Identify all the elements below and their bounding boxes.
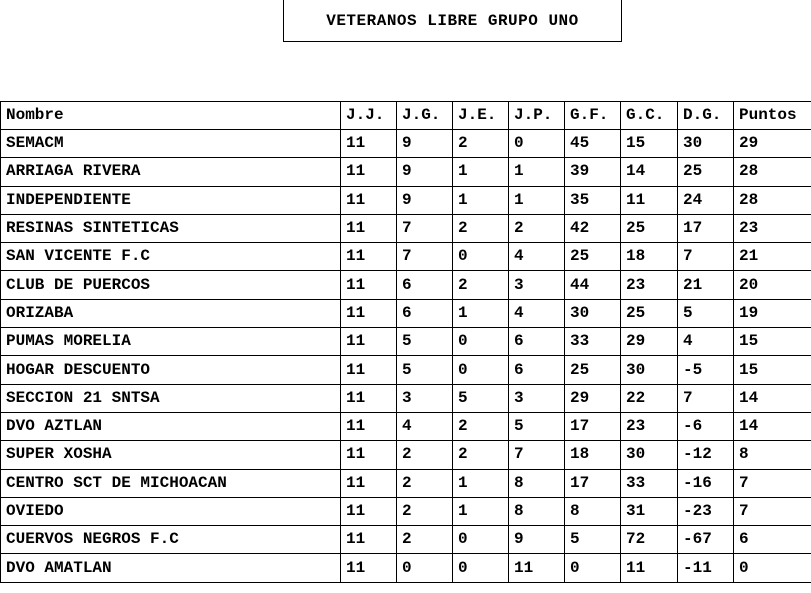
cell-nombre: CLUB DE PUERCOS bbox=[1, 271, 341, 299]
cell-gf: 44 bbox=[565, 271, 621, 299]
cell-nombre: INDEPENDIENTE bbox=[1, 186, 341, 214]
cell-jg: 0 bbox=[397, 554, 453, 582]
page-title bbox=[283, 0, 622, 42]
table-row bbox=[1, 130, 811, 158]
cell-dg: -11 bbox=[678, 554, 734, 582]
cell-jj: 11 bbox=[341, 469, 397, 497]
cell-nombre: OVIEDO bbox=[1, 497, 341, 525]
cell-gf: 39 bbox=[565, 158, 621, 186]
cell-jj: 11 bbox=[341, 554, 397, 582]
cell-jg: 9 bbox=[397, 130, 453, 158]
cell-gc: 11 bbox=[621, 186, 678, 214]
table-row bbox=[1, 412, 811, 440]
cell-puntos: 20 bbox=[734, 271, 811, 299]
cell-gf: 8 bbox=[565, 497, 621, 525]
cell-je: 1 bbox=[453, 186, 509, 214]
cell-dg: 24 bbox=[678, 186, 734, 214]
cell-jg: 2 bbox=[397, 469, 453, 497]
cell-nombre: SUPER XOSHA bbox=[1, 441, 341, 469]
cell-jg: 9 bbox=[397, 158, 453, 186]
cell-gf: 33 bbox=[565, 328, 621, 356]
cell-jp: 7 bbox=[509, 441, 565, 469]
cell-je: 2 bbox=[453, 412, 509, 440]
cell-dg: -16 bbox=[678, 469, 734, 497]
cell-jj: 11 bbox=[341, 214, 397, 242]
cell-gc: 30 bbox=[621, 356, 678, 384]
cell-je: 2 bbox=[453, 214, 509, 242]
cell-nombre: DVO AZTLAN bbox=[1, 412, 341, 440]
cell-jg: 6 bbox=[397, 299, 453, 327]
cell-jj: 11 bbox=[341, 384, 397, 412]
cell-je: 1 bbox=[453, 299, 509, 327]
cell-jp: 4 bbox=[509, 243, 565, 271]
cell-puntos: 23 bbox=[734, 214, 811, 242]
cell-jp: 9 bbox=[509, 526, 565, 554]
cell-jj: 11 bbox=[341, 299, 397, 327]
cell-je: 2 bbox=[453, 130, 509, 158]
standings-table-container bbox=[0, 101, 811, 583]
cell-dg: 21 bbox=[678, 271, 734, 299]
cell-nombre: ORIZABA bbox=[1, 299, 341, 327]
cell-nombre: HOGAR DESCUENTO bbox=[1, 356, 341, 384]
cell-jj: 11 bbox=[341, 526, 397, 554]
cell-puntos: 6 bbox=[734, 526, 811, 554]
cell-jp: 0 bbox=[509, 130, 565, 158]
column-header-nombre: Nombre bbox=[1, 102, 341, 130]
table-row bbox=[1, 299, 811, 327]
cell-je: 1 bbox=[453, 469, 509, 497]
cell-gf: 0 bbox=[565, 554, 621, 582]
table-row bbox=[1, 469, 811, 497]
cell-jg: 2 bbox=[397, 526, 453, 554]
cell-je: 2 bbox=[453, 271, 509, 299]
cell-dg: 25 bbox=[678, 158, 734, 186]
cell-puntos: 7 bbox=[734, 497, 811, 525]
cell-puntos: 7 bbox=[734, 469, 811, 497]
cell-jp: 6 bbox=[509, 328, 565, 356]
cell-gf: 42 bbox=[565, 214, 621, 242]
cell-jp: 4 bbox=[509, 299, 565, 327]
cell-jg: 2 bbox=[397, 497, 453, 525]
cell-puntos: 19 bbox=[734, 299, 811, 327]
cell-nombre: RESINAS SINTETICAS bbox=[1, 214, 341, 242]
column-header-jp: J.P. bbox=[509, 102, 565, 130]
cell-je: 0 bbox=[453, 526, 509, 554]
cell-jj: 11 bbox=[341, 328, 397, 356]
cell-jg: 7 bbox=[397, 214, 453, 242]
cell-jg: 2 bbox=[397, 441, 453, 469]
cell-puntos: 28 bbox=[734, 186, 811, 214]
cell-dg: -5 bbox=[678, 356, 734, 384]
cell-jp: 8 bbox=[509, 469, 565, 497]
cell-gc: 11 bbox=[621, 554, 678, 582]
cell-dg: -6 bbox=[678, 412, 734, 440]
cell-jp: 1 bbox=[509, 158, 565, 186]
cell-jp: 5 bbox=[509, 412, 565, 440]
cell-jg: 4 bbox=[397, 412, 453, 440]
cell-jj: 11 bbox=[341, 271, 397, 299]
cell-dg: -67 bbox=[678, 526, 734, 554]
cell-jj: 11 bbox=[341, 412, 397, 440]
cell-dg: 4 bbox=[678, 328, 734, 356]
cell-puntos: 14 bbox=[734, 412, 811, 440]
cell-dg: 7 bbox=[678, 384, 734, 412]
cell-jj: 11 bbox=[341, 186, 397, 214]
cell-puntos: 28 bbox=[734, 158, 811, 186]
cell-je: 0 bbox=[453, 356, 509, 384]
table-body bbox=[1, 130, 811, 583]
table-row bbox=[1, 158, 811, 186]
cell-jp: 11 bbox=[509, 554, 565, 582]
column-header-puntos: Puntos bbox=[734, 102, 811, 130]
cell-gf: 17 bbox=[565, 412, 621, 440]
column-header-gf: G.F. bbox=[565, 102, 621, 130]
cell-jg: 5 bbox=[397, 356, 453, 384]
standings-table bbox=[0, 101, 811, 583]
cell-dg: -23 bbox=[678, 497, 734, 525]
cell-gc: 15 bbox=[621, 130, 678, 158]
cell-gc: 25 bbox=[621, 299, 678, 327]
cell-je: 0 bbox=[453, 554, 509, 582]
table-row bbox=[1, 243, 811, 271]
cell-jj: 11 bbox=[341, 130, 397, 158]
cell-gf: 29 bbox=[565, 384, 621, 412]
cell-nombre: ARRIAGA RIVERA bbox=[1, 158, 341, 186]
table-header-row bbox=[1, 102, 811, 130]
cell-jj: 11 bbox=[341, 497, 397, 525]
cell-jp: 8 bbox=[509, 497, 565, 525]
cell-puntos: 15 bbox=[734, 328, 811, 356]
cell-je: 1 bbox=[453, 158, 509, 186]
cell-jp: 6 bbox=[509, 356, 565, 384]
cell-gc: 33 bbox=[621, 469, 678, 497]
table-row bbox=[1, 526, 811, 554]
cell-gc: 23 bbox=[621, 271, 678, 299]
cell-jp: 3 bbox=[509, 271, 565, 299]
cell-je: 0 bbox=[453, 243, 509, 271]
cell-puntos: 29 bbox=[734, 130, 811, 158]
cell-gc: 30 bbox=[621, 441, 678, 469]
column-header-jj: J.J. bbox=[341, 102, 397, 130]
cell-nombre: SECCION 21 SNTSA bbox=[1, 384, 341, 412]
cell-gc: 23 bbox=[621, 412, 678, 440]
cell-jp: 3 bbox=[509, 384, 565, 412]
cell-dg: 30 bbox=[678, 130, 734, 158]
cell-gf: 17 bbox=[565, 469, 621, 497]
cell-je: 1 bbox=[453, 497, 509, 525]
table-row bbox=[1, 384, 811, 412]
table-row bbox=[1, 328, 811, 356]
cell-jg: 9 bbox=[397, 186, 453, 214]
cell-gc: 22 bbox=[621, 384, 678, 412]
column-header-gc: G.C. bbox=[621, 102, 678, 130]
cell-nombre: DVO AMATLAN bbox=[1, 554, 341, 582]
table-row bbox=[1, 356, 811, 384]
cell-dg: -12 bbox=[678, 441, 734, 469]
cell-gf: 18 bbox=[565, 441, 621, 469]
cell-puntos: 21 bbox=[734, 243, 811, 271]
table-row bbox=[1, 441, 811, 469]
cell-nombre: PUMAS MORELIA bbox=[1, 328, 341, 356]
cell-gf: 30 bbox=[565, 299, 621, 327]
cell-jg: 5 bbox=[397, 328, 453, 356]
cell-gf: 25 bbox=[565, 243, 621, 271]
column-header-dg: D.G. bbox=[678, 102, 734, 130]
cell-jg: 6 bbox=[397, 271, 453, 299]
cell-puntos: 8 bbox=[734, 441, 811, 469]
cell-jg: 7 bbox=[397, 243, 453, 271]
cell-puntos: 0 bbox=[734, 554, 811, 582]
cell-gf: 45 bbox=[565, 130, 621, 158]
cell-gf: 25 bbox=[565, 356, 621, 384]
cell-jj: 11 bbox=[341, 243, 397, 271]
table-row bbox=[1, 186, 811, 214]
cell-jp: 2 bbox=[509, 214, 565, 242]
cell-jj: 11 bbox=[341, 158, 397, 186]
cell-je: 0 bbox=[453, 328, 509, 356]
cell-gf: 35 bbox=[565, 186, 621, 214]
page-title-text: VETERANOS LIBRE GRUPO UNO bbox=[326, 11, 579, 30]
cell-nombre: SEMACM bbox=[1, 130, 341, 158]
cell-nombre: CUERVOS NEGROS F.C bbox=[1, 526, 341, 554]
column-header-je: J.E. bbox=[453, 102, 509, 130]
table-row bbox=[1, 554, 811, 582]
cell-je: 5 bbox=[453, 384, 509, 412]
cell-gc: 25 bbox=[621, 214, 678, 242]
cell-puntos: 14 bbox=[734, 384, 811, 412]
table-row bbox=[1, 271, 811, 299]
cell-jj: 11 bbox=[341, 441, 397, 469]
cell-gc: 14 bbox=[621, 158, 678, 186]
cell-nombre: CENTRO SCT DE MICHOACAN bbox=[1, 469, 341, 497]
cell-gc: 31 bbox=[621, 497, 678, 525]
cell-dg: 7 bbox=[678, 243, 734, 271]
cell-gf: 5 bbox=[565, 526, 621, 554]
cell-jg: 3 bbox=[397, 384, 453, 412]
cell-puntos: 15 bbox=[734, 356, 811, 384]
column-header-jg: J.G. bbox=[397, 102, 453, 130]
cell-nombre: SAN VICENTE F.C bbox=[1, 243, 341, 271]
cell-jp: 1 bbox=[509, 186, 565, 214]
table-row bbox=[1, 214, 811, 242]
table-row bbox=[1, 497, 811, 525]
cell-je: 2 bbox=[453, 441, 509, 469]
cell-jj: 11 bbox=[341, 356, 397, 384]
cell-dg: 17 bbox=[678, 214, 734, 242]
cell-gc: 29 bbox=[621, 328, 678, 356]
cell-dg: 5 bbox=[678, 299, 734, 327]
cell-gc: 18 bbox=[621, 243, 678, 271]
cell-gc: 72 bbox=[621, 526, 678, 554]
